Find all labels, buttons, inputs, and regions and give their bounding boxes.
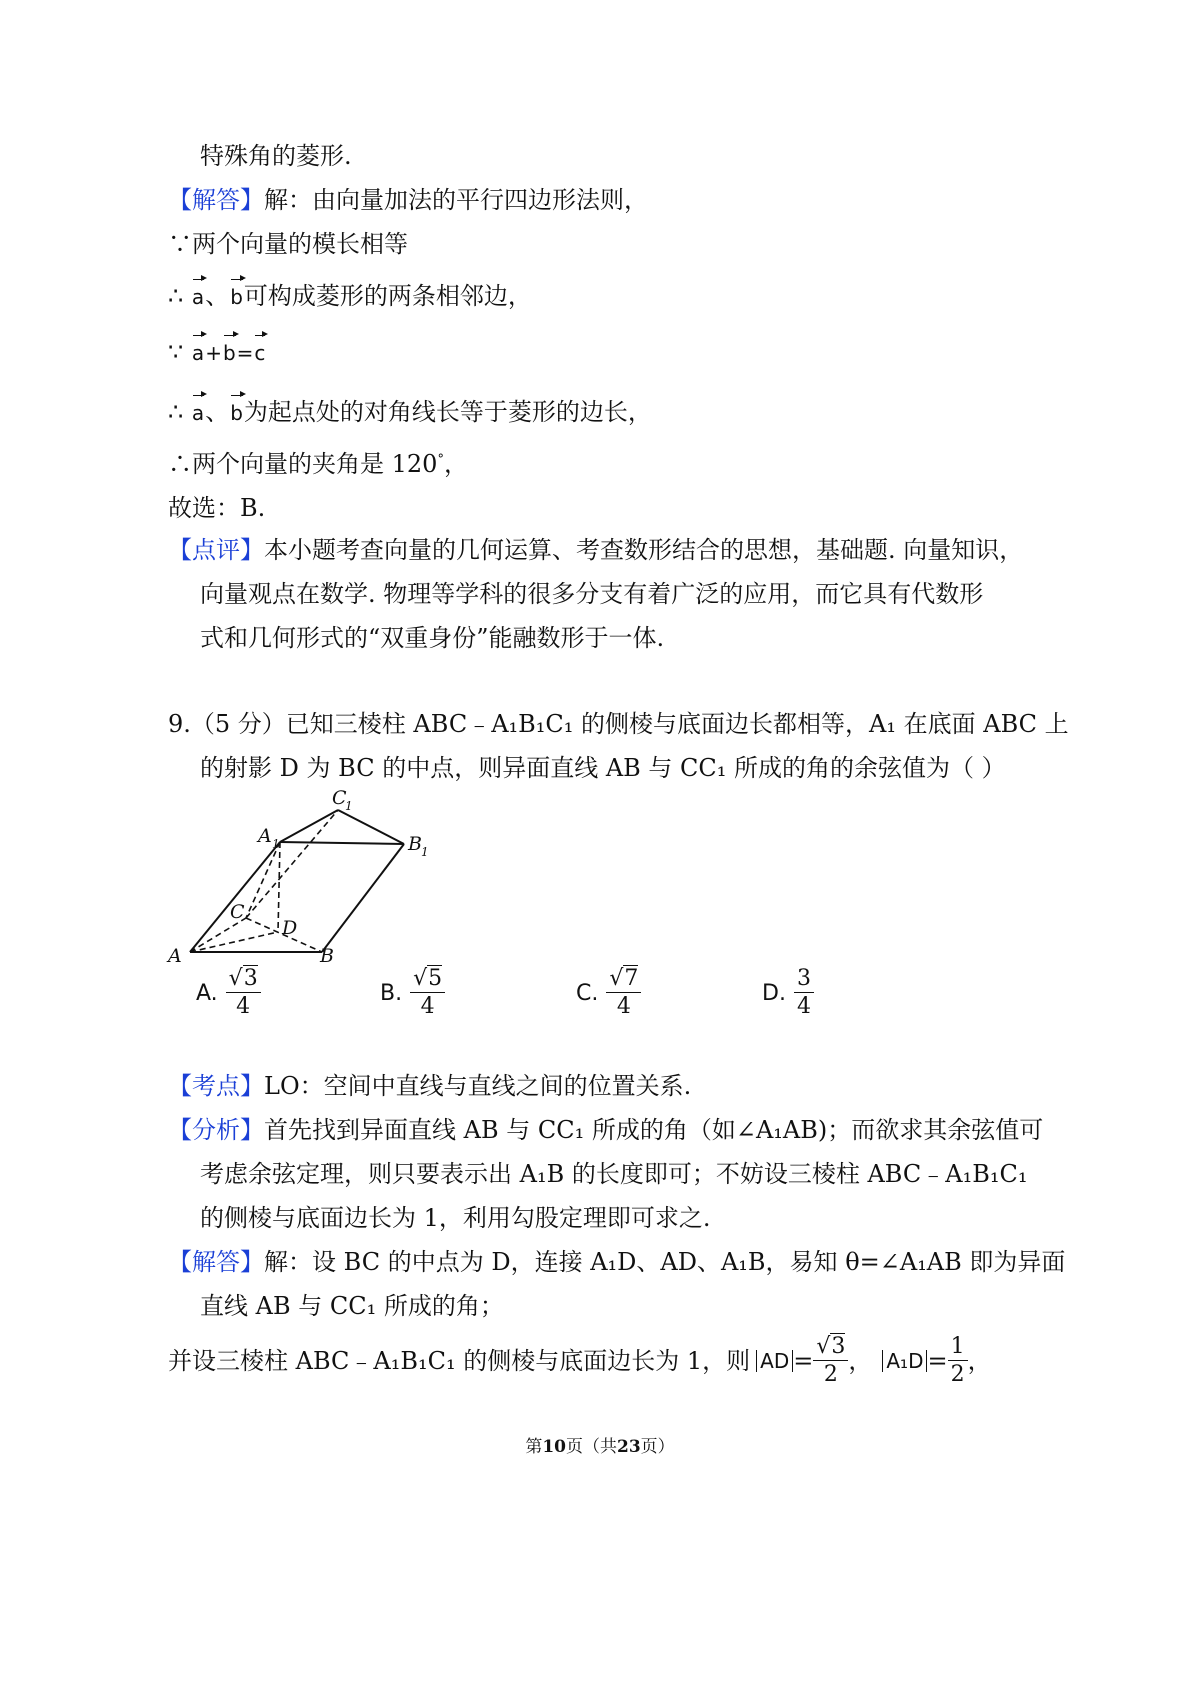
- vector-a: a: [191, 281, 205, 313]
- equals-sign: =: [793, 1347, 814, 1375]
- label-b1-sub: 1: [421, 845, 429, 859]
- edge-a-c: [190, 918, 246, 952]
- equals-sign: =: [236, 341, 254, 365]
- problem-9-line-1: 9.（5 分）已知三棱柱 ABC﹣A₁B₁C₁ 的侧棱与底面边长都相等，A₁ 在底面 ABC 上: [168, 710, 1069, 738]
- option-d[interactable]: [762, 968, 814, 1018]
- jieda-line-1: [168, 1246, 1065, 1278]
- option-d-denominator: 4: [796, 994, 811, 1019]
- label-b: B: [320, 945, 334, 967]
- option-a[interactable]: [196, 968, 261, 1018]
- label-c1: C: [332, 787, 347, 809]
- fraction-1-over-2: [948, 1336, 968, 1386]
- label-a1-sub: 1: [272, 837, 280, 851]
- line-vector-sum: [168, 336, 266, 369]
- option-d-numerator: 3: [794, 968, 814, 993]
- tag-dianping: 【点评】: [168, 536, 264, 564]
- therefore-symbol: ∴: [168, 398, 184, 426]
- line-angle-end: ，: [443, 450, 468, 478]
- option-d-letter: D.: [762, 980, 786, 1006]
- jieda-text-1: 解：设 BC 的中点为 D，连接 A₁D、AD、A₁B，易知 θ=∠A₁AB 即为异面: [264, 1248, 1066, 1276]
- page-footer: [0, 1432, 1200, 1457]
- problem-9-line-2: 的射影 D 为 BC 的中点，则异面直线 AB 与 CC₁ 所成的角的余弦值为（ ）: [200, 754, 1006, 782]
- solution-intro-text: 解：由向量加法的平行四边形法则，: [264, 186, 648, 214]
- enum-comma: 、: [205, 398, 230, 426]
- option-a-radicand: 3: [243, 966, 258, 991]
- jieda-text-3: 并设三棱柱 ABC﹣A₁B₁C₁ 的侧棱与底面边长为 1，则: [168, 1347, 751, 1375]
- fraction-1-radicand: 3: [831, 1334, 846, 1359]
- option-c-fraction: $\frac{√7}{4}$: [606, 968, 641, 1018]
- label-b1: B: [408, 833, 422, 855]
- jieda-line-3: [168, 1336, 992, 1386]
- option-b[interactable]: [380, 968, 445, 1018]
- option-c[interactable]: [576, 968, 641, 1018]
- vector-b: b: [222, 337, 237, 369]
- fenxi-line-1: [168, 1114, 1043, 1146]
- line-rhombus-sides: [168, 280, 532, 313]
- footer-pre: 第: [525, 1437, 543, 1457]
- edge-c1-b1: [338, 810, 404, 844]
- tag-jieda: 【解答】: [168, 186, 264, 214]
- line-rhombus-special: 特殊角的菱形.: [200, 142, 352, 170]
- line-diagonal-text: 为起点处的对角线长等于菱形的边长，: [243, 398, 652, 426]
- option-b-fraction: $\frac{√5}{4}$: [410, 968, 445, 1018]
- degree-symbol: °: [437, 452, 444, 467]
- vector-b: b: [229, 281, 244, 313]
- option-b-radicand: 5: [428, 966, 443, 991]
- comment-line-3: 式和几何形式的“双重身份”能融数形于一体.: [200, 624, 665, 652]
- option-c-denominator: 4: [616, 994, 631, 1019]
- option-b-denominator: 4: [420, 994, 435, 1019]
- enum-comma: 、: [205, 282, 230, 310]
- label-a1: A: [258, 825, 272, 847]
- prism-figure: [160, 780, 460, 970]
- fraction-2-numerator: 1: [948, 1336, 968, 1361]
- tag-kaodian: 【考点】: [168, 1072, 264, 1100]
- fraction-2-denominator: 2: [950, 1362, 965, 1387]
- fenxi-line-2: 考虑余弦定理，则只要表示出 A₁B 的长度即可；不妨设三棱柱 ABC﹣A₁B₁C₁: [200, 1160, 1028, 1188]
- label-c1-sub: 1: [345, 799, 353, 813]
- option-a-letter: A.: [196, 980, 218, 1006]
- option-a-denominator: 4: [236, 994, 251, 1019]
- jieda-line-2: 直线 AB 与 CC₁ 所成的角；: [200, 1292, 504, 1320]
- line-diagonal: [168, 396, 652, 429]
- end-comma: ，: [967, 1347, 992, 1375]
- option-c-letter: C.: [576, 980, 599, 1006]
- footer-page-number: 10: [542, 1437, 566, 1457]
- abs-ad: AD: [756, 1350, 793, 1372]
- fenxi-line-3: 的侧棱与底面边长为 1，利用勾股定理即可求之.: [200, 1204, 711, 1232]
- option-c-radicand: 7: [624, 966, 639, 991]
- equals-sign: =: [927, 1347, 948, 1375]
- vector-b: b: [229, 397, 244, 429]
- option-b-letter: B.: [380, 980, 403, 1006]
- line-choice-b: 故选：B.: [168, 494, 266, 522]
- comment-line-2: 向量观点在数学. 物理等学科的很多分支有着广泛的应用，而它具有代数形: [200, 580, 984, 608]
- line-rhombus-sides-text: 可构成菱形的两条相邻边，: [243, 282, 532, 310]
- plus-sign: +: [205, 341, 222, 365]
- comment-line-1: [168, 534, 1023, 566]
- footer-mid: 页（共: [566, 1437, 617, 1457]
- edge-a1-b1: [280, 842, 404, 844]
- fraction-1-denominator: 2: [823, 1362, 838, 1387]
- kaodian-text: LO：空间中直线与直线之间的位置关系.: [264, 1072, 692, 1100]
- fenxi-text-1: 首先找到异面直线 AB 与 CC₁ 所成的角（如∠A₁AB)；而欲求其余弦值可: [264, 1116, 1044, 1144]
- because-symbol: ∵: [168, 338, 184, 366]
- solution-intro: [168, 184, 648, 216]
- line-equal-magnitude: ∵两个向量的模长相等: [168, 230, 408, 258]
- separator-comma: ，: [848, 1347, 873, 1375]
- footer-post: 页）: [640, 1437, 675, 1457]
- label-a: A: [168, 945, 182, 967]
- kaodian-line: [168, 1070, 691, 1102]
- option-d-fraction: [794, 968, 814, 1018]
- fraction-sqrt3-over-2: $\frac{√3}{2}$: [813, 1336, 848, 1386]
- tag-fenxi: 【分析】: [168, 1116, 264, 1144]
- edge-a1-c1: [280, 810, 338, 842]
- line-angle-120: [168, 448, 468, 480]
- edge-a1-d: [278, 842, 280, 932]
- edge-a1-c: [246, 842, 280, 918]
- edge-b-b1: [322, 844, 404, 952]
- vector-a: a: [191, 397, 205, 429]
- vector-c: c: [253, 337, 266, 369]
- vector-a: a: [191, 337, 205, 369]
- footer-total-pages: 23: [617, 1437, 641, 1457]
- tag-jieda-2: 【解答】: [168, 1248, 264, 1276]
- therefore-symbol: ∴: [168, 282, 184, 310]
- option-a-fraction: $\frac{√3}{4}$: [226, 968, 261, 1018]
- edge-a-a1: [190, 842, 280, 952]
- label-c: C: [230, 901, 245, 923]
- comment-text-1: 本小题考查向量的几何运算、考查数形结合的思想，基础题. 向量知识，: [264, 536, 1024, 564]
- label-d: D: [282, 917, 298, 939]
- abs-a1d: A₁D: [882, 1350, 927, 1372]
- line-angle-text: ∴两个向量的夹角是 120: [168, 450, 438, 478]
